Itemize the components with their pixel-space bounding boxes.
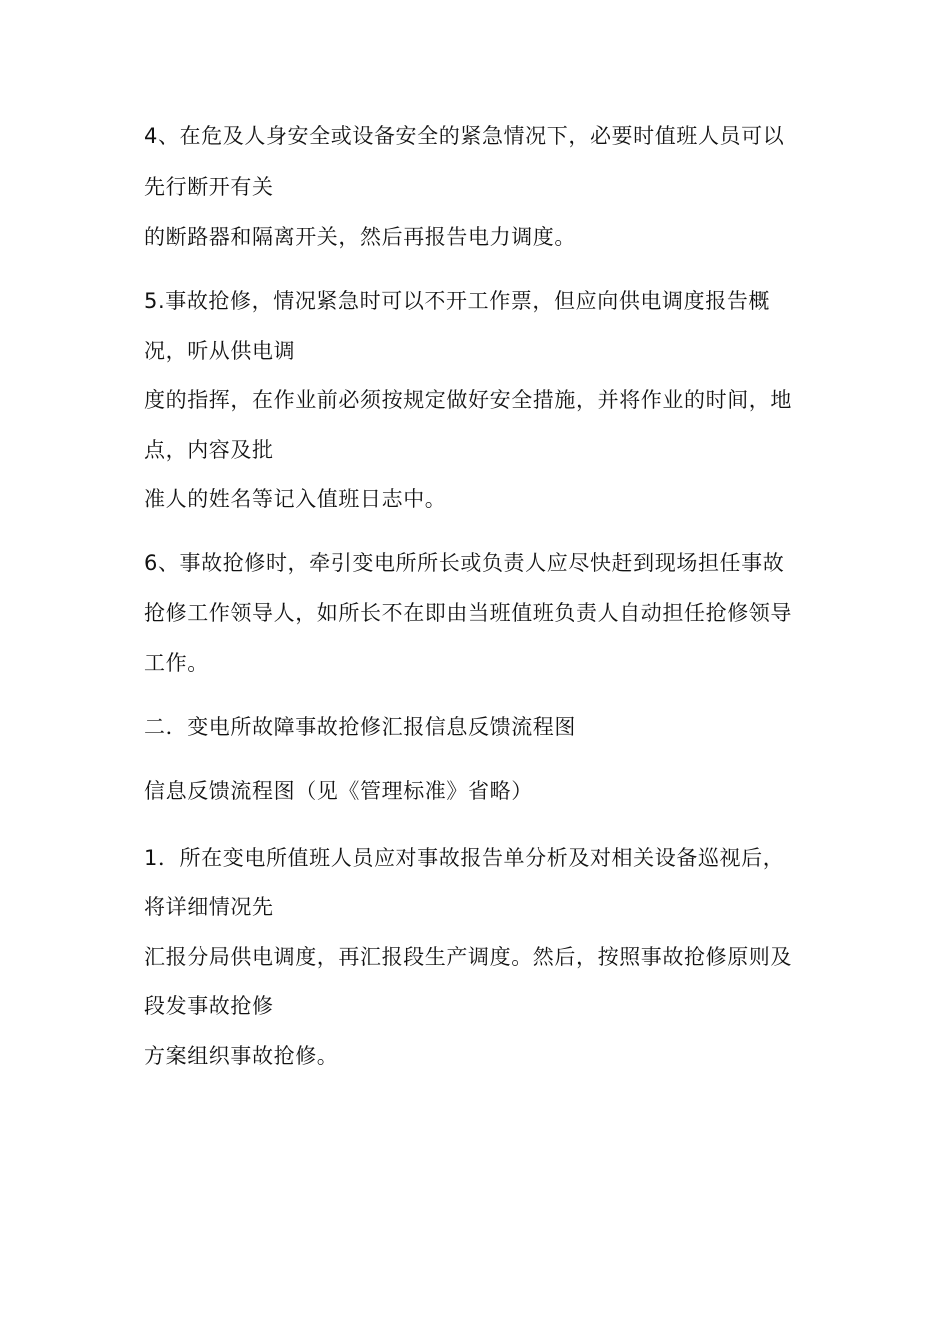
text-line: 方案组织事故抢修。 bbox=[144, 1044, 339, 1068]
text-line: 6、事故抢修时，牵引变电所所长或负责人应尽快赶到现场担任事故 bbox=[144, 551, 785, 575]
text-line: 度的指挥，在作业前必须按规定做好安全措施，并将作业的时间，地 bbox=[144, 388, 792, 412]
text-line: 准人的姓名等记入值班日志中。 bbox=[144, 487, 447, 511]
text-line: 的断路器和隔离开关，然后再报告电力调度。 bbox=[144, 225, 576, 249]
text-line: 5.事故抢修，情况紧急时可以不开工作票，但应向供电调度报告概 bbox=[144, 289, 771, 313]
text-line: 点，内容及批 bbox=[144, 438, 274, 462]
text-line: 工作。 bbox=[144, 651, 209, 675]
text-line: 抢修工作领导人，如所长不在即由当班值班负责人自动担任抢修领导 bbox=[144, 601, 792, 625]
text-line: 4、在危及人身安全或设备安全的紧急情况下，必要时值班人员可以 bbox=[144, 124, 785, 148]
text-line: 段发事故抢修 bbox=[144, 994, 274, 1018]
section-heading: 二．变电所故障事故抢修汇报信息反馈流程图 bbox=[144, 715, 576, 739]
text-line: 信息反馈流程图（见《管理标准》省略） bbox=[144, 779, 533, 803]
text-line: 况，听从供电调 bbox=[144, 339, 296, 363]
text-line: 1．所在变电所值班人员应对事故报告单分析及对相关设备巡视后， bbox=[144, 846, 785, 870]
text-line: 汇报分局供电调度，再汇报段生产调度。然后，按照事故抢修原则及 bbox=[144, 945, 792, 969]
text-line: 先行断开有关 bbox=[144, 175, 274, 199]
text-line: 将详细情况先 bbox=[144, 895, 274, 919]
